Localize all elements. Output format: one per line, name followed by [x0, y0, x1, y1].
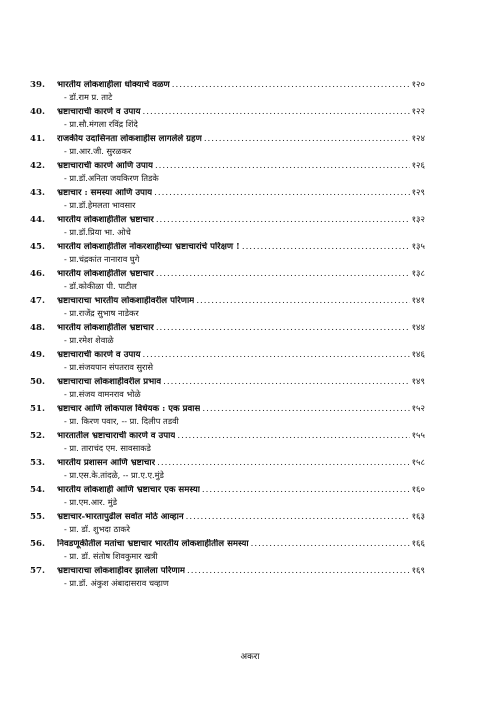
entry-number: 56.	[30, 539, 45, 549]
toc-row	[30, 539, 425, 551]
dot-leader	[156, 215, 410, 227]
entry-title: भारतातील भ्रष्टाचाराची कारणे व उपाय	[57, 431, 176, 441]
dot-leader	[242, 242, 410, 254]
entry-page-number: १२६	[411, 161, 425, 171]
entry-title: भ्रष्टाचाराची कारणे व उपाय	[57, 350, 141, 360]
entry-number: 49.	[30, 350, 45, 360]
toc-entry	[30, 269, 425, 292]
toc-entry	[30, 296, 425, 319]
toc-row	[30, 269, 425, 281]
entry-number: 52.	[30, 431, 45, 441]
entry-number: 51.	[30, 404, 45, 414]
entry-title: भारतीय प्रशासन आणि भ्रष्टाचार	[57, 458, 156, 468]
entry-author: - प्रा.संजय वामनराव भोळे	[64, 388, 141, 399]
entry-page-number: १३८	[411, 269, 425, 279]
dot-leader	[156, 323, 410, 335]
entry-title: भारतीय लोकशाही आणि भ्रष्टाचार एक समस्या	[57, 485, 200, 495]
toc-row	[30, 242, 425, 254]
entry-page-number: १६०	[411, 485, 425, 495]
toc-row	[30, 404, 425, 416]
entry-title: भारतीय लोकशाहीतील नोकरशाहीच्या भ्रष्टाचारांचे परिक्षण !	[57, 242, 240, 252]
entry-author: - डॉ.राम प्र. ताटे	[64, 91, 113, 102]
entry-author: - प्रा. डॉ. शुभदा ठाकरे	[64, 523, 130, 534]
dot-leader	[172, 80, 410, 92]
entry-title: भ्रष्टाचार आणि लोकपाल विधेयक : एक प्रवास	[57, 404, 201, 414]
entry-author: - प्रा.डॉ.हेमलता भावसार	[64, 199, 136, 210]
entry-title: भारतीय लोकशाहीतील भ्रष्टाचार	[57, 269, 154, 279]
toc-entry	[30, 323, 425, 346]
toc-entry	[30, 80, 425, 103]
toc-row	[30, 215, 425, 227]
entry-page-number: १३५	[411, 242, 425, 252]
toc-row	[30, 431, 425, 443]
toc-entry	[30, 539, 425, 562]
entry-title: भ्रष्टाचाराची कारणे व उपाय	[57, 107, 141, 117]
toc-row	[30, 485, 425, 497]
entry-author: - प्रा. ताराचंद एम. सावसाकडे	[64, 442, 151, 453]
entry-number: 42.	[30, 161, 45, 171]
entry-title: भ्रष्टाचार-भारतापुढील सर्वात मोठे आव्हान	[57, 512, 184, 522]
entry-number: 48.	[30, 323, 45, 333]
dot-leader	[157, 458, 409, 470]
entry-number: 57.	[30, 566, 45, 576]
entry-page-number: १२२	[411, 107, 425, 117]
entry-page-number: १६३	[411, 512, 425, 522]
dot-leader	[143, 350, 410, 362]
dot-leader	[154, 188, 409, 200]
entry-page-number: १६६	[411, 539, 425, 549]
entry-number: 47.	[30, 296, 45, 306]
entry-title: भारतीय लोकशाहीतील भ्रष्टाचार	[57, 215, 154, 225]
dot-leader	[186, 512, 410, 524]
toc-entry	[30, 188, 425, 211]
toc-entry	[30, 134, 425, 157]
entry-author: - प्रा.सौ.मंगला रविंद्र शिंदे	[64, 118, 138, 129]
dot-leader	[177, 431, 409, 443]
entry-number: 40.	[30, 107, 45, 117]
entry-author: - प्रा.चंद्रकांत नानाराव घुगे	[64, 253, 140, 264]
entry-title: भ्रष्टाचाराचा लोकशाहीवरील प्रभाव	[57, 377, 162, 387]
entry-number: 50.	[30, 377, 45, 387]
toc-entry	[30, 377, 425, 400]
toc-entry	[30, 107, 425, 130]
dot-leader	[163, 377, 409, 389]
entry-page-number: १६९	[411, 566, 425, 576]
entry-page-number: १३२	[411, 215, 425, 225]
dot-leader	[202, 404, 409, 416]
toc-entry	[30, 566, 425, 589]
entry-author: - प्रा.डॉ. अंकुश अंबादासराव चव्हाण	[64, 577, 169, 588]
entry-page-number: १५२	[411, 404, 425, 414]
entry-page-number: १५८	[411, 458, 425, 468]
entry-number: 45.	[30, 242, 45, 252]
entry-title: भारतीय लोकशाहीतील भ्रष्टाचार	[57, 323, 154, 333]
entry-author: - प्रा.राजेंद्र सुभाष नाडेकर	[64, 307, 139, 318]
entry-number: 39.	[30, 80, 45, 90]
entry-author: - प्रा.एम.आर. मुंडे	[64, 496, 117, 507]
entry-page-number: १४९	[411, 377, 425, 387]
entry-author: - डॉ.कोकीळा पी. पाटील	[64, 280, 137, 291]
toc-entry	[30, 404, 425, 427]
entry-author: - प्रा.संजयपान संपतराव सुरासे	[64, 361, 154, 372]
toc-row	[30, 512, 425, 524]
dot-leader	[204, 134, 410, 146]
entry-number: 55.	[30, 512, 45, 522]
toc-row	[30, 323, 425, 335]
entry-number: 44.	[30, 215, 45, 225]
entry-title: भ्रष्टाचाराचा लोकशाहीवर झालेला परिणाम	[57, 566, 185, 576]
entry-page-number: १२०	[411, 80, 425, 90]
dot-leader	[187, 566, 410, 578]
toc-entry	[30, 485, 425, 508]
entry-title: भ्रष्टाचाराचा भारतीय लोकशाहीवरील परिणाम	[57, 296, 195, 306]
entry-title: निवडणूकीतील मतांचा भ्रष्टाचार भारतीय लोकशाहीतील समस्या	[57, 539, 249, 549]
dot-leader	[143, 107, 410, 119]
entry-page-number: १२९	[411, 188, 425, 198]
toc-row	[30, 161, 425, 173]
toc-entry	[30, 161, 425, 184]
entry-page-number: १४१	[411, 296, 425, 306]
entry-page-number: १४४	[411, 323, 425, 333]
entry-author: - प्रा.डॉ.प्रिया भा. ओचे	[64, 226, 131, 237]
entry-title: भ्रष्टाचार : समस्या आणि उपाय	[57, 188, 153, 198]
dot-leader	[156, 269, 410, 281]
entry-number: 46.	[30, 269, 45, 279]
entry-author: - प्रा.आर.जी. सुरळकर	[64, 145, 132, 156]
entry-number: 43.	[30, 188, 45, 198]
toc-row	[30, 296, 425, 308]
entry-page-number: १५५	[411, 431, 425, 441]
toc-row	[30, 458, 425, 470]
entry-title: राजकीय उदासिनता लोकशाहीस लागलेले ग्रहण	[57, 134, 202, 144]
toc-row	[30, 377, 425, 389]
toc-entry	[30, 242, 425, 265]
toc-entry	[30, 215, 425, 238]
entry-author: - प्रा. डॉ. संतोष शिवकुमार खत्री	[64, 550, 158, 561]
entry-title: भ्रष्टाचाराची कारणे आणि उपाय	[57, 161, 153, 171]
toc-entry	[30, 512, 425, 535]
entry-number: 53.	[30, 458, 45, 468]
entry-number: 54.	[30, 485, 45, 495]
table-of-contents	[30, 80, 425, 593]
toc-row	[30, 107, 425, 119]
entry-page-number: १२४	[411, 134, 425, 144]
toc-row	[30, 188, 425, 200]
toc-row	[30, 350, 425, 362]
entry-author: - प्रा. किरण पवार, -- प्रा. दिलीप तडवी	[64, 415, 179, 426]
dot-leader	[202, 485, 410, 497]
toc-row	[30, 566, 425, 578]
entry-author: - प्रा.रमेश शेवाळे	[64, 334, 114, 345]
entry-number: 41.	[30, 134, 45, 144]
toc-row	[30, 80, 425, 92]
dot-leader	[251, 539, 410, 551]
toc-entry	[30, 458, 425, 481]
dot-leader	[196, 296, 409, 308]
entry-author: - प्रा.डॉ.अनिता जयकिरण तिडके	[64, 172, 159, 183]
dot-leader	[155, 161, 410, 173]
toc-entry	[30, 431, 425, 454]
page-footer-label: अकरा	[240, 652, 260, 662]
entry-title: भारतीय लोकशाहीला धोक्याचे वळण	[57, 80, 170, 90]
entry-page-number: १४६	[411, 350, 425, 360]
toc-entry	[30, 350, 425, 373]
toc-row	[30, 134, 425, 146]
entry-author: - प्रा.एस.के.तांदळे, -- प्रा.ए.ए.मुंडे	[64, 469, 164, 480]
